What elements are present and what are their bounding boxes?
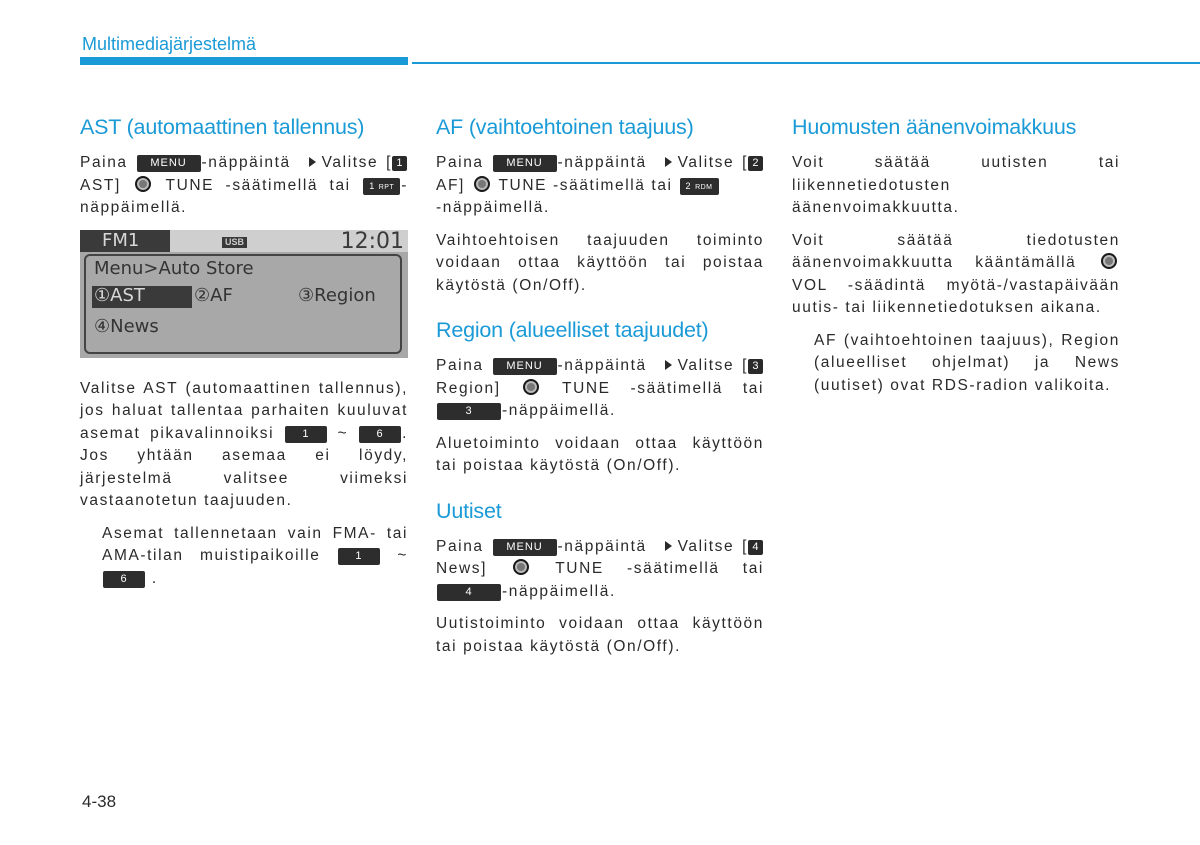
arrow-right-icon <box>665 157 672 167</box>
display-clock: 12:01 <box>340 229 404 254</box>
display-item-news: ④News <box>94 315 159 337</box>
display-item-region: ③Region <box>298 284 376 306</box>
display-menu-path: Menu>Auto Store <box>94 257 254 279</box>
volume-instruction: Voit säätää tiedotusten äänenvoimakkuutta kääntämällä VOL -säädintä myötä-/vastapäivään uutis- tai liikennetiedotuksen aikana. <box>792 231 1120 316</box>
vol-knob-icon <box>1101 253 1117 269</box>
section-title-volume: Huomusten äänenvoimakkuus <box>792 115 1077 139</box>
section-title-news: Uutiset <box>436 498 502 523</box>
tune-knob-icon <box>135 176 151 192</box>
display-band: FM1 <box>80 230 170 252</box>
display-item-ast: ①AST <box>94 284 145 306</box>
news-description: Uutistoiminto voidaan ottaa käyttöön tai poistaa käytöstä (On/Off). <box>436 615 764 655</box>
number-1-icon: 1 <box>392 156 407 171</box>
ast-instruction: Paina MENU -näppäintä Valitse [ 1AST] TUNE -säätimellä tai 1 RPT -näppäimellä. <box>80 154 408 216</box>
header-rule-thin <box>412 62 1200 64</box>
key-6-icon: 6 <box>359 426 401 443</box>
menu-key-icon: MENU <box>493 358 557 375</box>
section-title-region: Region (alueelliset taajuudet) <box>436 318 709 342</box>
header-rule-thick <box>80 57 408 65</box>
rds-note: AF (vaihtoehtoinen taajuus), Region (alueelliset ohjelmat) ja News (uutiset) ovat RDS-radion valikoita. <box>814 331 1120 394</box>
number-4-icon: 4 <box>748 540 763 555</box>
news-instruction: Paina MENU -näppäintä Valitse [ 4News] TUNE -säätimellä tai 4 -näppäimellä. <box>436 537 764 600</box>
menu-key-icon: MENU <box>493 539 557 556</box>
tune-knob-icon <box>474 176 490 192</box>
column-volume <box>792 112 1120 407</box>
ast-description: Valitse AST (automaattinen tallennus), jos haluat tallentaa parhaiten kuuluvat asemat pikavalinnoiksi 1 ~ 6 . Jos yhtään asemaa ei löydy, järjestelmä valitsee viimeksi vastaanotetun taajuuden. <box>80 379 408 509</box>
key-4-icon: 4 <box>437 584 501 601</box>
key-2-rdm-icon: 2 RDM <box>680 178 719 195</box>
display-item-af: ②AF <box>194 284 233 306</box>
arrow-right-icon <box>665 360 672 370</box>
menu-key-icon: MENU <box>493 155 557 172</box>
number-2-icon: 2 <box>748 156 763 171</box>
key-6-icon: 6 <box>103 571 145 588</box>
section-title-ast: AST (automaattinen tallennus) <box>80 115 365 139</box>
key-1-icon: 1 <box>285 426 327 443</box>
usb-icon: USB <box>222 237 247 248</box>
region-description: Aluetoiminto voidaan ottaa käyttöön tai poistaa käytöstä (On/Off). <box>436 434 764 474</box>
number-3-icon: 3 <box>748 359 763 374</box>
key-1-icon: 1 <box>338 548 380 565</box>
ast-note: Asemat tallennetaan vain FMA- tai AMA-tilan muistipaikoille 1 ~ 6 . <box>102 524 408 587</box>
page-number: 4-38 <box>82 792 117 811</box>
menu-key-icon: MENU <box>137 155 201 172</box>
section-title-af: AF (vaihtoehtoinen taajuus) <box>436 115 694 139</box>
arrow-right-icon <box>309 157 316 167</box>
header-title: Multimediajärjestelmä <box>82 34 257 54</box>
af-description: Vaihtoehtoisen taajuuden toiminto voidaan ottaa käyttöön tai poistaa käytöstä (On/Off). <box>436 231 764 294</box>
af-instruction: Paina MENU -näppäintä Valitse [ 2AF] TUNE -säätimellä tai 2 RDM -näppäimellä. <box>436 152 764 220</box>
tune-knob-icon <box>513 559 529 575</box>
column-ast <box>80 112 408 600</box>
tune-knob-icon <box>523 379 539 395</box>
key-3-icon: 3 <box>437 403 501 420</box>
key-1-rpt-icon: 1 RPT <box>363 178 400 195</box>
column-af-region-news <box>436 112 764 668</box>
arrow-right-icon <box>665 541 672 551</box>
region-instruction: Paina MENU -näppäintä Valitse [ 3Region] TUNE -säätimellä tai 3 -näppäimellä. <box>436 357 764 419</box>
radio-display-screenshot <box>80 230 408 358</box>
volume-description: Voit säätää uutisten tai liikennetiedotusten äänenvoimakkuutta. <box>792 154 1120 216</box>
